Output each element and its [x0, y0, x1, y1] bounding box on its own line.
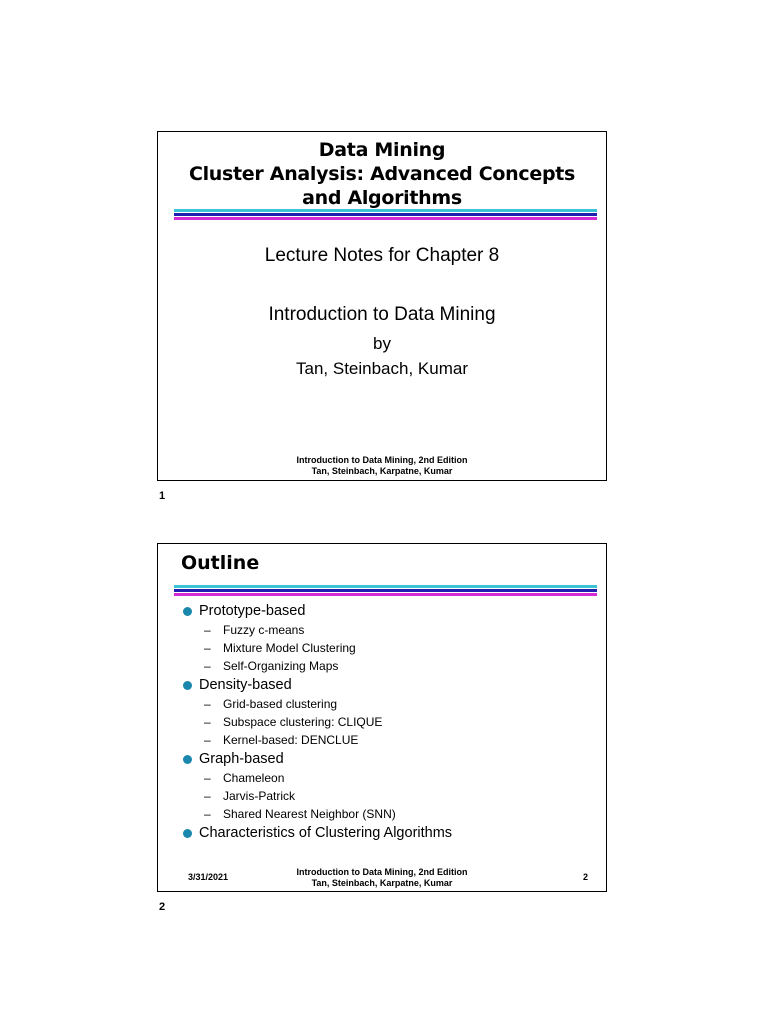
- page-number: 2: [159, 901, 166, 913]
- outline-item: [181, 675, 596, 695]
- dash-marker: –: [204, 789, 211, 803]
- outline-subitem: [181, 621, 596, 639]
- dash-marker: –: [204, 807, 211, 821]
- outline-item: [181, 749, 596, 769]
- dash-marker: –: [204, 659, 211, 673]
- outline-subitem-label: Mixture Model Clustering: [223, 641, 356, 655]
- outline-subitem-label: Chameleon: [223, 771, 285, 785]
- bullet-icon: [183, 681, 192, 690]
- outline-subitem: [181, 731, 596, 749]
- outline-subitem: [181, 713, 596, 731]
- slide-date: 3/31/2021: [188, 872, 229, 882]
- book-title: Introduction to Data Mining: [268, 304, 496, 325]
- title-line: Data Mining: [318, 139, 446, 161]
- footer-line: Introduction to Data Mining, 2nd Edition: [296, 867, 468, 877]
- dash-marker: –: [204, 715, 211, 729]
- outline-item-label: Graph-based: [199, 751, 284, 767]
- title-line: Cluster Analysis: Advanced Concepts: [188, 163, 576, 185]
- slide-1: [157, 131, 607, 481]
- outline-item-label: Prototype-based: [199, 603, 306, 619]
- bullet-icon: [183, 755, 192, 764]
- footer-line: Tan, Steinbach, Karpatne, Kumar: [311, 878, 453, 888]
- outline-subitem: [181, 657, 596, 675]
- outline-subitem-label: Jarvis-Patrick: [223, 789, 296, 803]
- outline-subitem: [181, 695, 596, 713]
- dash-marker: –: [204, 733, 211, 747]
- slide-title: Outline: [181, 552, 260, 574]
- slide-footer: [158, 455, 606, 477]
- dash-marker: –: [204, 623, 211, 637]
- outline-subitem-label: Grid-based clustering: [223, 697, 338, 711]
- outline-subitem-label: Shared Nearest Neighbor (SNN): [223, 807, 396, 821]
- outline-item: [181, 823, 596, 843]
- outline-subitem: [181, 787, 596, 805]
- lecture-notes-text: Lecture Notes for Chapter 8: [264, 245, 500, 266]
- title-divider: [174, 585, 597, 596]
- slide-number: 2: [582, 872, 588, 882]
- outline-item: [181, 601, 596, 621]
- slide-title: [158, 138, 606, 210]
- outline-subitem-label: Fuzzy c-means: [223, 623, 305, 637]
- title-line: and Algorithms: [302, 187, 462, 209]
- bullet-icon: [183, 829, 192, 838]
- outline-subitem: [181, 639, 596, 657]
- title-divider: [174, 209, 597, 220]
- outline-subitem-label: Self-Organizing Maps: [223, 659, 339, 673]
- by-text: by: [373, 334, 391, 353]
- outline-subitem-label: Subspace clustering: CLIQUE: [223, 715, 383, 729]
- footer-line: Tan, Steinbach, Karpatne, Kumar: [311, 466, 453, 476]
- outline-subitem-label: Kernel-based: DENCLUE: [223, 733, 359, 747]
- page-number: 1: [159, 490, 166, 502]
- footer-line: Introduction to Data Mining, 2nd Edition: [296, 455, 468, 465]
- outline-subitem: [181, 769, 596, 787]
- slide-2: [157, 543, 607, 892]
- dash-marker: –: [204, 641, 211, 655]
- outline-item-label: Characteristics of Clustering Algorithms: [199, 825, 453, 841]
- bullet-icon: [183, 607, 192, 616]
- dash-marker: –: [204, 697, 211, 711]
- outline-item-label: Density-based: [199, 677, 292, 693]
- authors-text: Tan, Steinbach, Kumar: [296, 359, 468, 378]
- slide-footer: [158, 867, 606, 889]
- dash-marker: –: [204, 771, 211, 785]
- outline-subitem: [181, 805, 596, 823]
- outline-list: [181, 601, 596, 843]
